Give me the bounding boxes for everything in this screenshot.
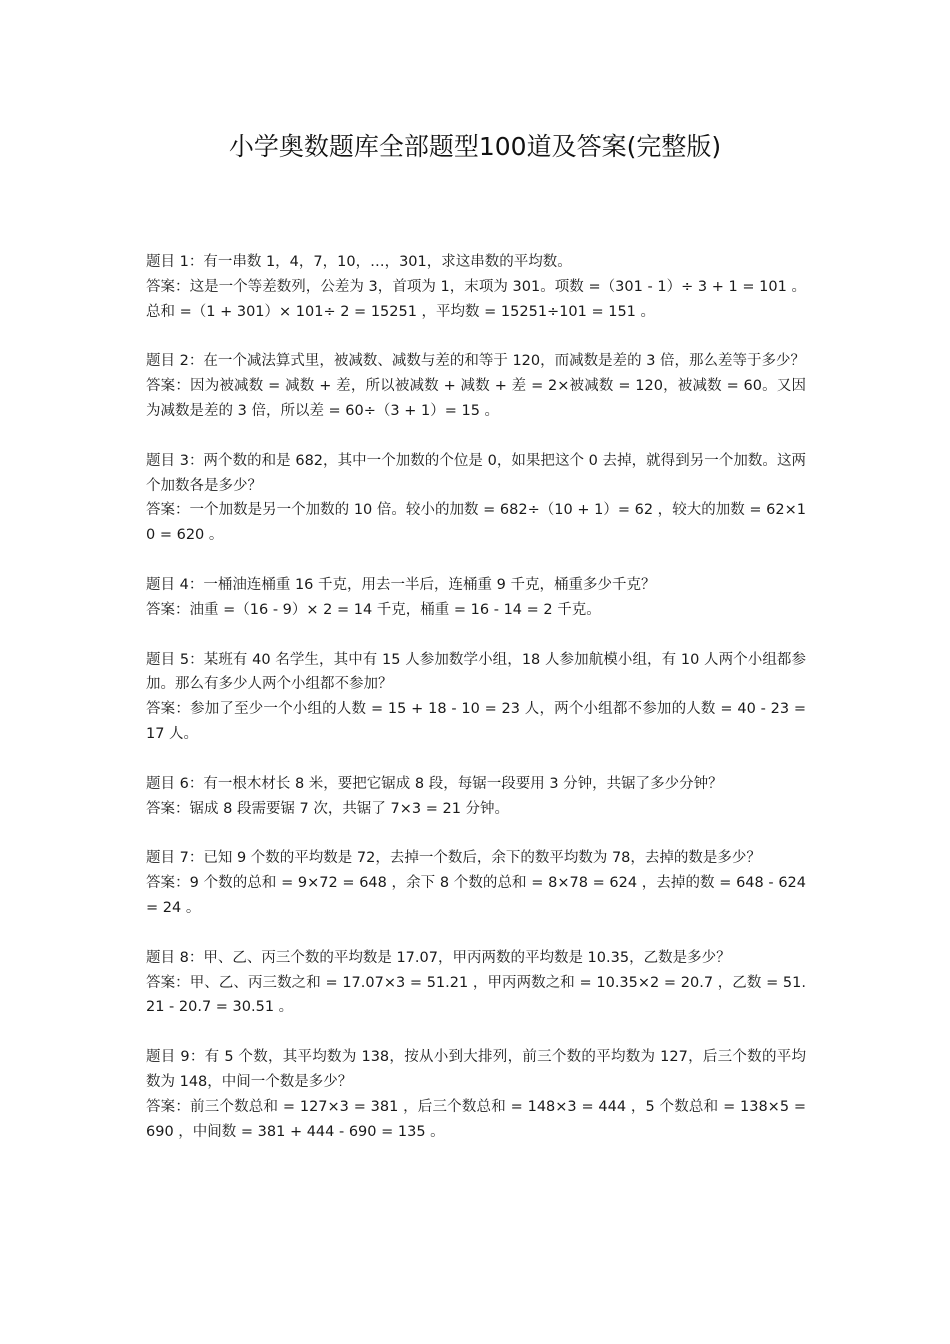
- qa-item-7: [146, 846, 806, 920]
- question-text: 题目 5：某班有 40 名学生，其中有 15 人参加数学小组，18 人参加航模小组，有 10 人两个小组都参加。那么有多少人两个小组都不参加？: [146, 651, 806, 693]
- answer-text: 答案：因为被减数 = 减数 + 差，所以被减数 + 减数 + 差 = 2×被减数 = 120，被减数 = 60。又因为减数是差的 3 倍，所以差 = 60÷（3 + 1）= 15 。: [146, 378, 806, 419]
- qa-list: [146, 250, 806, 1169]
- answer-text: 答案：油重 =（16 - 9）× 2 = 14 千克，桶重 = 16 - 14 = 2 千克。: [146, 601, 601, 618]
- qa-item-9: [146, 1045, 806, 1144]
- qa-item-5: [146, 648, 806, 747]
- qa-item-3: [146, 449, 806, 548]
- question-text: 题目 8：甲、乙、丙三个数的平均数是 17.07，甲丙两数的平均数是 10.35，乙数是多少？: [146, 949, 731, 966]
- answer-text: 答案：这是一个等差数列，公差为 3，首项为 1，末项为 301。项数 =（301 - 1）÷ 3 + 1 = 101 。总和 =（1 + 301）× 101÷ 2 = 15251 ，平均数 = 15251÷101 = 151 。: [146, 278, 806, 320]
- answer-text: 答案：一个加数是另一个加数的 10 倍。较小的加数 = 682÷（10 + 1）= 62 ，较大的加数 = 62×10 = 620 。: [146, 502, 806, 544]
- question-text: 题目 6：有一根木材长 8 米，要把它锯成 8 段，每锯一段要用 3 分钟，共锯了多少分钟？: [146, 775, 723, 792]
- answer-text: 答案：前三个数总和 = 127×3 = 381 ，后三个数总和 = 148×3 = 444 ，5 个数总和 = 138×5 = 690 ，中间数 = 381 + 444 - 690 = 135 。: [146, 1098, 806, 1140]
- qa-item-2: [146, 349, 806, 423]
- question-text: 题目 9：有 5 个数，其平均数为 138，按从小到大排列，前三个数的平均数为 127，后三个数的平均数为 148，中间一个数是多少？: [146, 1049, 806, 1090]
- question-text: 题目 4：一桶油连桶重 16 千克，用去一半后，连桶重 9 千克，桶重多少千克？: [146, 576, 656, 593]
- question-text: 题目 7：已知 9 个数的平均数是 72，去掉一个数后，余下的数平均数为 78，去掉的数是多少？: [146, 850, 761, 867]
- answer-text: 答案：参加了至少一个小组的人数 = 15 + 18 - 10 = 23 人，两个小组都不参加的人数 = 40 - 23 = 17 人。: [146, 701, 806, 742]
- qa-item-4: [146, 573, 806, 623]
- question-text: 题目 2：在一个减法算式里，被减数、减数与差的和等于 120，而减数是差的 3 倍，那么差等于多少？: [146, 353, 806, 370]
- question-text: 题目 1：有一串数 1，4，7，10，…，301，求这串数的平均数。: [146, 254, 572, 270]
- answer-text: 答案：甲、乙、丙三数之和 = 17.07×3 = 51.21 ，甲丙两数之和 = 10.35×2 = 20.7 ，乙数 = 51.21 - 20.7 = 30.51 。: [146, 974, 806, 1016]
- qa-item-8: [146, 946, 806, 1020]
- document-title: 小学奥数题库全部题型100道及答案(完整版): [228, 132, 722, 161]
- answer-text: 答案：9 个数的总和 = 9×72 = 648 ，余下 8 个数的总和 = 8×78 = 624 ，去掉的数 = 648 - 624 = 24 。: [146, 875, 806, 916]
- qa-item-1: [146, 250, 806, 324]
- question-text: 题目 3：两个数的和是 682，其中一个加数的个位是 0，如果把这个 0 去掉，就得到另一个加数。这两个加数各是多少？: [146, 452, 806, 494]
- qa-item-6: [146, 772, 806, 822]
- answer-text: 答案：锯成 8 段需要锯 7 次，共锯了 7×3 = 21 分钟。: [146, 800, 510, 817]
